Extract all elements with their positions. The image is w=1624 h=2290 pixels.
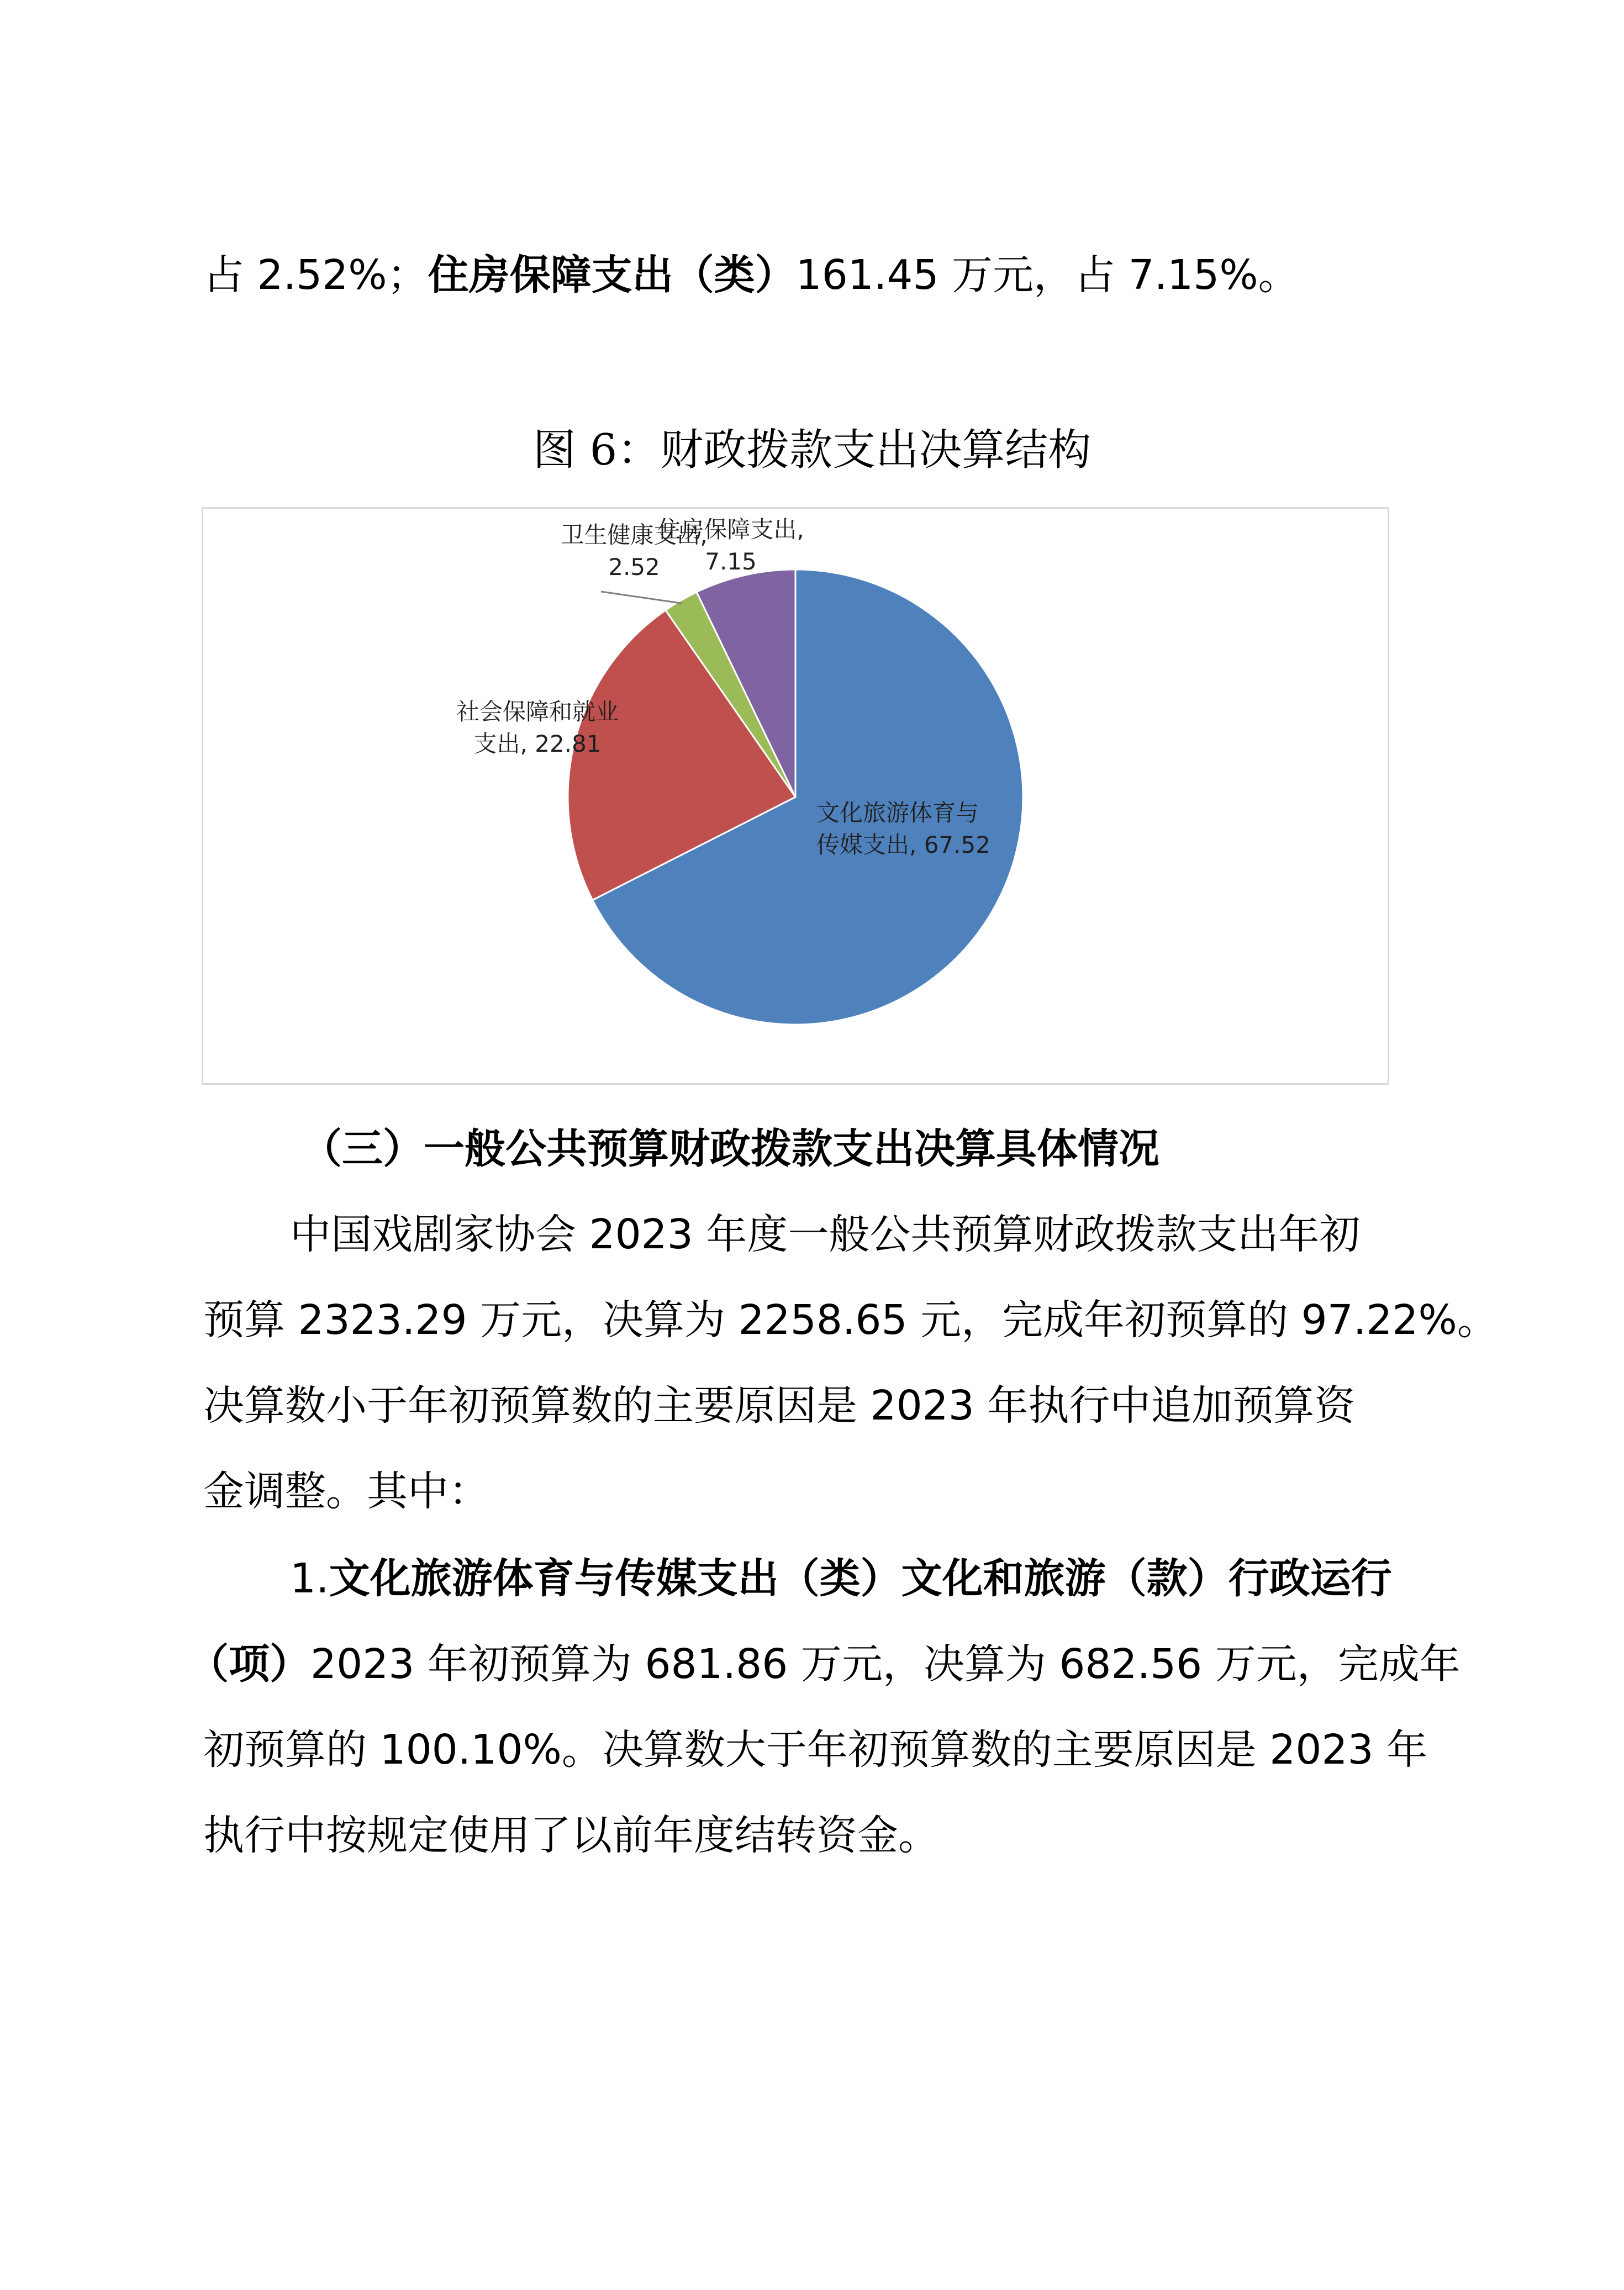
item-1-line-3: 初预算的 100.10%。决算数大于年初预算数的主要原因是 2023 年 bbox=[203, 1726, 1428, 1774]
paragraph-line: 金调整。其中： bbox=[203, 1468, 489, 1515]
pie-label-1: 社会保障和就业支出, 22.81 bbox=[456, 698, 619, 757]
item-1-text: 2023 年初预算为 681.86 万元，决算为 682.56 万元，完成年 bbox=[310, 1640, 1460, 1688]
item-1-line-2 bbox=[188, 1637, 1460, 1692]
paragraph-line: 决算数小于年初预算数的主要原因是 2023 年执行中追加预算资 bbox=[203, 1382, 1356, 1429]
item-1-line-4: 执行中按规定使用了以前年度结转资金。 bbox=[203, 1812, 939, 1859]
item-1-title-cont: （项） bbox=[188, 1640, 310, 1688]
item-1-line-1 bbox=[290, 1551, 1392, 1606]
pie-label-3: 住房保障支出, 7.15 bbox=[657, 516, 804, 575]
pie-chart bbox=[203, 509, 1391, 1086]
pie-chart-container bbox=[202, 507, 1389, 1085]
figure-caption: 图 6：财政拨款支出决算结构 bbox=[532, 425, 1092, 475]
pie-label-0: 文化旅游体育与传媒支出, 67.52 bbox=[816, 799, 990, 858]
label-leader-line bbox=[601, 592, 682, 603]
paragraph-line: 预算 2323.29 万元，决算为 2258.65 元，完成年初预算的 97.22%。 bbox=[203, 1296, 1498, 1344]
item-1-number: 1. bbox=[290, 1555, 329, 1602]
text-line-1 bbox=[203, 247, 1299, 303]
pie-label-2: 卫生健康支出, 2.52 bbox=[561, 521, 708, 581]
line1-part-b: 住房保障支出（类） bbox=[428, 251, 796, 299]
section-heading: （三）一般公共预算财政拨款支出决算具体情况 bbox=[301, 1125, 1159, 1173]
item-1-title: 文化旅游体育与传媒支出（类）文化和旅游（款）行政运行 bbox=[329, 1555, 1392, 1602]
paragraph-line: 中国戏剧家协会 2023 年度一般公共预算财政拨款支出年初 bbox=[290, 1211, 1361, 1258]
line1-part-c: 161.45 万元，占 7.15%。 bbox=[795, 251, 1299, 299]
line1-part-a: 占 2.52%； bbox=[203, 251, 428, 299]
